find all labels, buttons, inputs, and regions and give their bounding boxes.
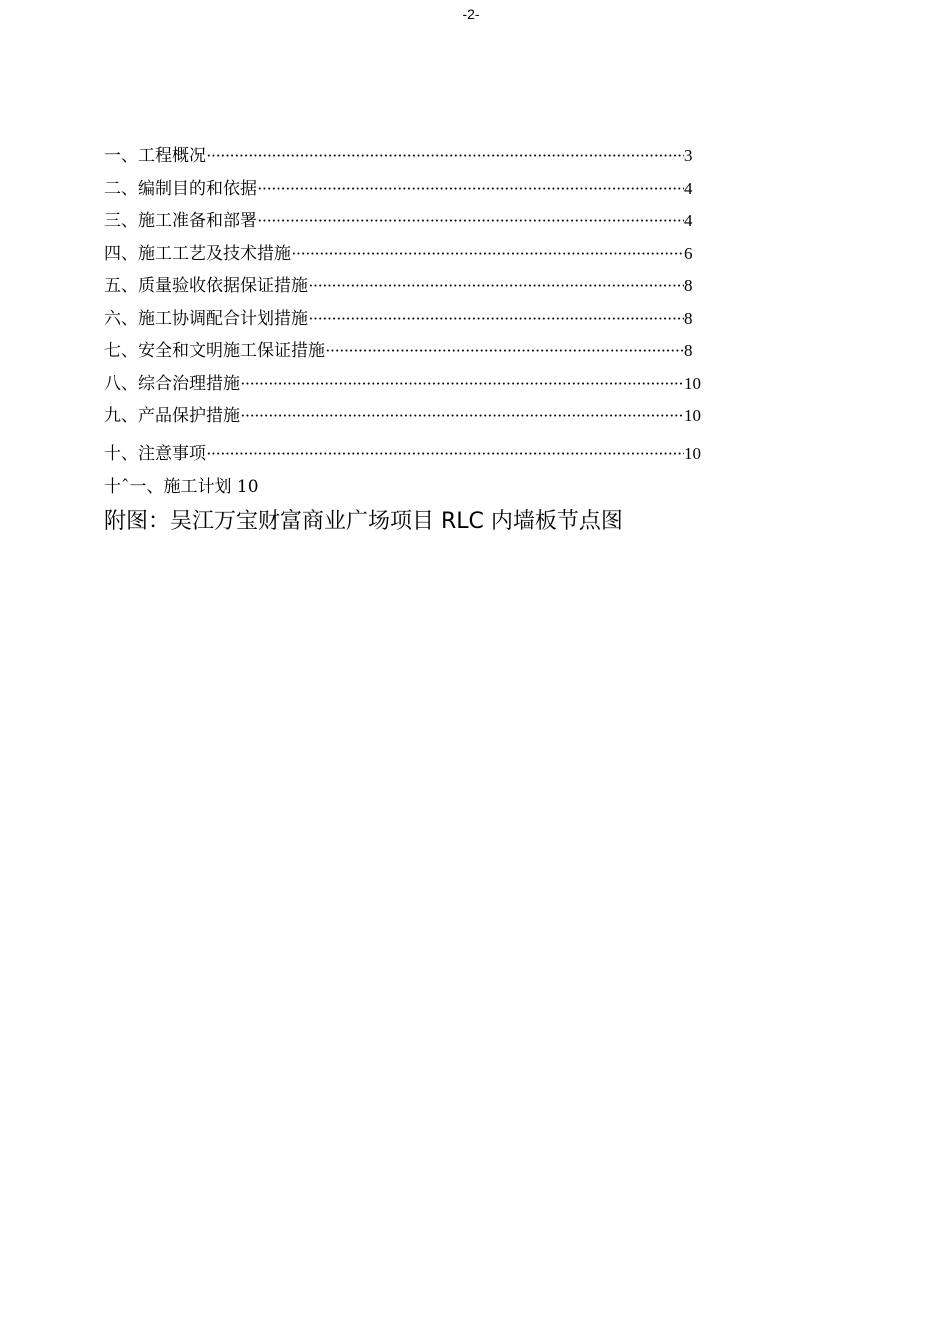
toc-entry-6[interactable] — [104, 304, 704, 337]
toc-entry-page: 10 — [684, 406, 701, 425]
toc-entry-2[interactable] — [104, 174, 704, 207]
toc-entry-4[interactable] — [104, 239, 704, 272]
toc-entry-page: 3 — [684, 146, 693, 165]
toc-entry-title: 七、安全和文明施工保证措施 — [104, 341, 325, 361]
toc-leader-dots — [257, 211, 684, 231]
toc-entry-9[interactable] — [104, 401, 704, 439]
toc-leader-dots — [291, 244, 684, 264]
toc-entry-title: 十、注意事项 — [104, 444, 206, 464]
toc-leader-dots — [240, 406, 684, 426]
toc-entry-page: 4 — [684, 178, 693, 198]
toc-leader-dots — [325, 341, 684, 361]
toc-entry-page: 4 — [684, 211, 693, 230]
toc-entry-7[interactable] — [104, 336, 704, 369]
toc-entry-title: 一、工程概况 — [104, 146, 206, 166]
toc-leader-dots — [206, 146, 684, 166]
toc-entry-title: 三、施工准备和部署 — [104, 211, 257, 231]
toc-entry-page: 10 — [684, 444, 701, 463]
toc-entry-1[interactable] — [104, 141, 704, 174]
toc-leader-dots — [308, 276, 684, 296]
toc-entry-3[interactable] — [104, 206, 704, 239]
toc-entry-page: 8 — [684, 341, 693, 360]
toc-entry-page: 8 — [684, 308, 693, 328]
toc-entry-title: 六、施工协调配合计划措施 — [104, 308, 308, 329]
toc-entry-title: 九、产品保护措施 — [104, 406, 240, 426]
toc-entry-page: 6 — [684, 243, 693, 263]
page-number: -2- — [462, 6, 480, 22]
toc-entry-title: 八、综合治理措施 — [104, 373, 240, 394]
toc-entry-5[interactable] — [104, 271, 704, 304]
toc-entry-8[interactable] — [104, 369, 704, 402]
toc-leader-dots — [206, 444, 684, 464]
toc-entry-title: 二、编制目的和依据 — [104, 178, 257, 199]
toc-leader-dots — [257, 179, 684, 199]
toc-entry-10[interactable] — [104, 439, 704, 472]
table-of-contents — [104, 141, 704, 535]
toc-entry-page: 10 — [684, 373, 701, 393]
appendix-title: 附图：吴江万宝财富商业广场项目 RLC 内墙板节点图 — [104, 508, 623, 534]
toc-entry-11[interactable]: 十ˆ一、施工计划 10 — [104, 476, 259, 497]
toc-entry-page: 8 — [684, 276, 693, 295]
toc-leader-dots — [240, 374, 684, 394]
toc-leader-dots — [308, 309, 684, 329]
toc-entry-title: 五、质量验收依据保证措施 — [104, 276, 308, 296]
toc-entry-title: 四、施工工艺及技术措施 — [104, 243, 291, 264]
